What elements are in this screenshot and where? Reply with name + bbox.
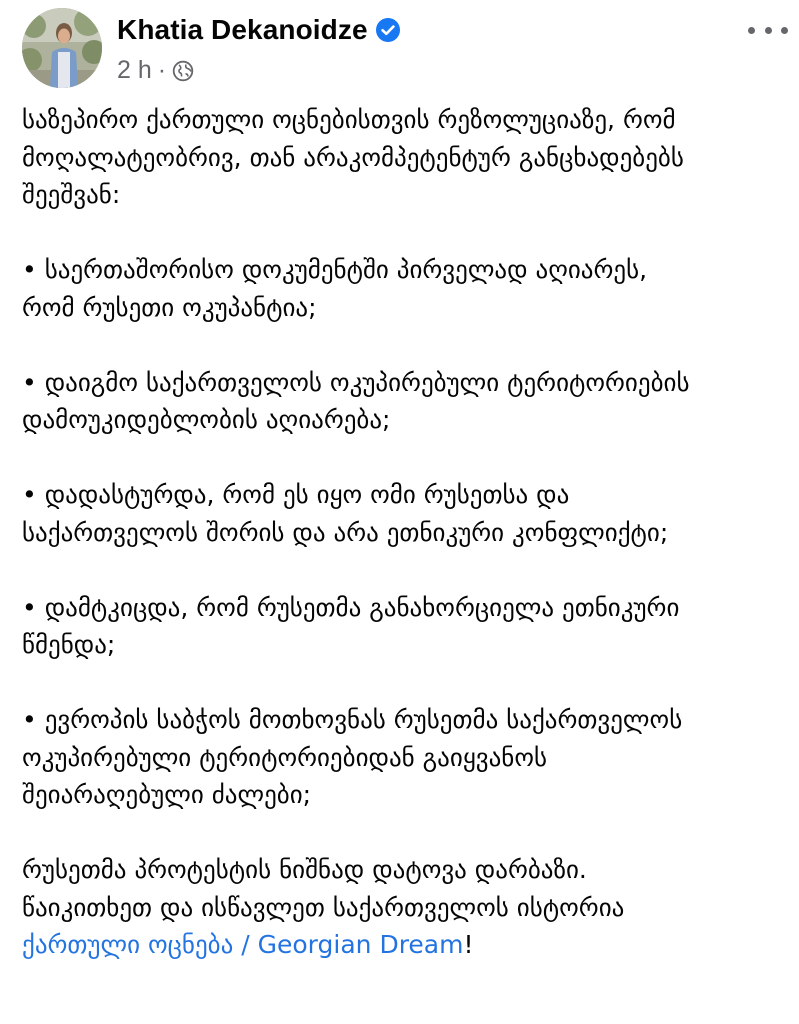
post-paragraph (22, 364, 787, 439)
closing-paragraph (22, 889, 787, 964)
post-text-line: • დადასტურდა, რომ ეს იყო ომი რუსეთსა და (22, 480, 570, 509)
exclamation: ! (463, 930, 474, 959)
globe-icon[interactable] (172, 60, 194, 82)
meta-separator: · (157, 56, 167, 84)
post-text-line: წმენდა; (22, 630, 116, 659)
post-paragraph (22, 701, 787, 814)
post-text-line: შეიარაღებული ძალები; (22, 780, 312, 809)
author-row (117, 14, 400, 46)
post-header (0, 0, 799, 92)
post-paragraphs (22, 101, 787, 889)
verified-badge-icon (376, 18, 400, 42)
more-dot (765, 27, 772, 34)
post-text-line: • ევროპის საბჭოს მოთხოვნას რუსეთმა საქართველოს (22, 705, 683, 734)
closing-line: წაიკითხეთ და ისწავლეთ საქართველოს ისტორია (22, 892, 625, 922)
post-text-line: ოკუპირებული ტერიტორიებიდან გაიყვანოს (22, 742, 548, 772)
post-paragraph (22, 251, 787, 326)
post-paragraph (22, 851, 787, 889)
more-dot (748, 27, 755, 34)
post-meta (117, 56, 194, 85)
post-text-line: • დაიგმო საქართველოს ოკუპირებული ტერიტორიების (22, 367, 690, 397)
post-text-line: • საერთაშორისო დოკუმენტში პირველად აღიარეს, (22, 255, 648, 284)
post-text-line: დამოუკიდებლობის აღიარება; (22, 405, 391, 434)
post-paragraph (22, 589, 787, 664)
post-text-line: მოღალატეობრივ, თან არაკომპეტენტურ განცხადებებს (22, 142, 684, 172)
post-text-line: შეეშვან: (22, 180, 121, 209)
closing-link-line (22, 926, 787, 964)
post-text-line: საზეპირო ქართული ოცნებისთვის რეზოლუციაზე, რომ (22, 105, 676, 134)
post-text-line: საქართველოს შორის და არა ეთნიკური კონფლიქტი; (22, 517, 669, 547)
more-dot (781, 27, 788, 34)
post-paragraph (22, 476, 787, 551)
post-text-line: • დამტკიცდა, რომ რუსეთმა განახორციელა ეთნიკური (22, 592, 680, 622)
author-avatar[interactable] (22, 8, 102, 88)
post-paragraph (22, 101, 787, 214)
post-text-line: რუსეთმა პროტესტის ნიშნად დატოვა დარბაზი. (22, 855, 587, 884)
avatar-photo (22, 8, 102, 88)
page-mention-link[interactable]: ქართული ოცნება / Georgian Dream (22, 930, 464, 959)
more-options-icon[interactable] (748, 18, 788, 42)
post-text-line: რომ რუსეთი ოკუპანტია; (22, 292, 317, 322)
post-body (22, 101, 787, 964)
post-timestamp[interactable]: 2 h (117, 56, 152, 84)
author-name[interactable]: Khatia Dekanoidze (117, 14, 368, 45)
